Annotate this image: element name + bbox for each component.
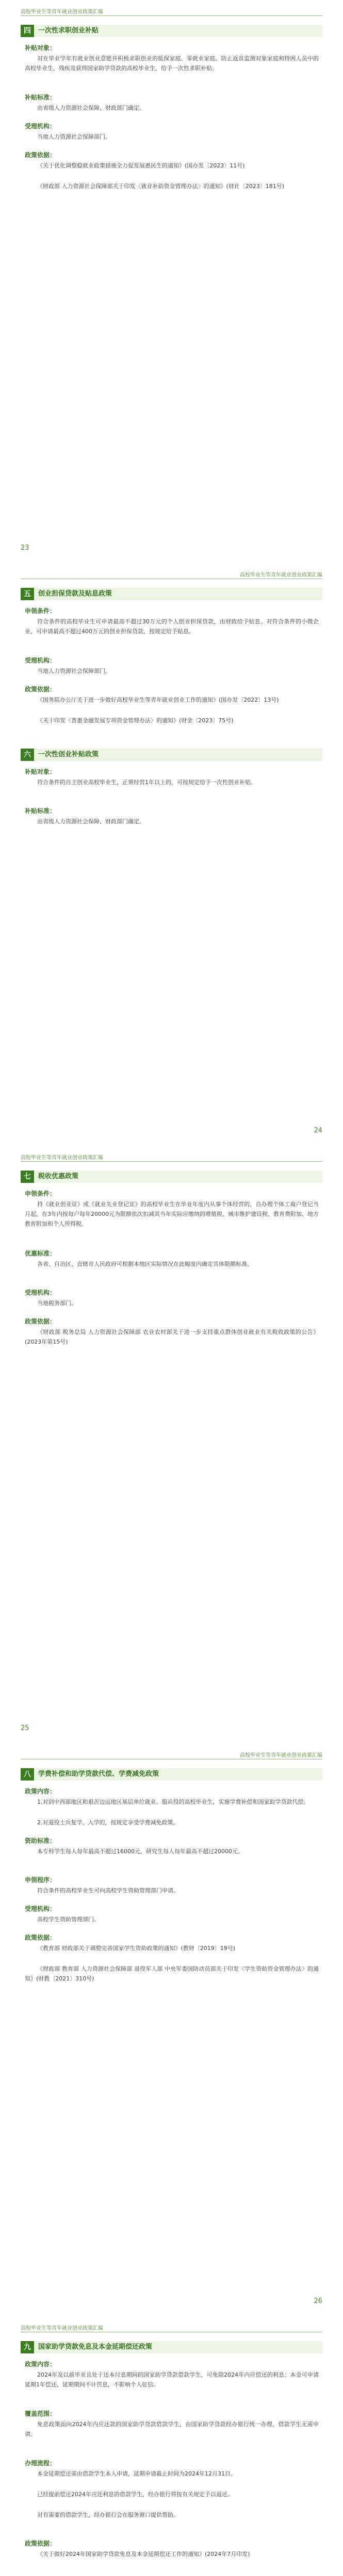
label: 政策依据： bbox=[25, 2540, 56, 2547]
section-number: 七 bbox=[21, 1171, 34, 1183]
section-title: 创业担保贷款及贴息政策 bbox=[38, 590, 112, 598]
label: 资助标准： bbox=[25, 1837, 56, 1844]
label: 补贴标准： bbox=[25, 94, 56, 101]
section-number: 六 bbox=[21, 749, 34, 761]
section-9-heading bbox=[21, 2341, 322, 2353]
policy-item: 1.对到中西部地区和艰苦边远地区基层单位就业、服兵役的高校毕业生，实施学费补偿和国家助学贷款代偿。 bbox=[37, 1799, 309, 1805]
paragraph: 符合条件的自主创业高校毕业生，正常经营1年以上的，可按规定给予一次性创业补贴。 bbox=[37, 779, 256, 786]
section-number: 九 bbox=[21, 2341, 34, 2353]
label: 政策内容： bbox=[25, 1788, 56, 1795]
label: 申领条件： bbox=[25, 1190, 56, 1197]
paragraph: 由省级人力资源社会保障、财政部门确定。 bbox=[37, 105, 145, 111]
paragraph: 当地人力资源社会保障部门。 bbox=[37, 133, 111, 140]
section-title: 税收优惠政策 bbox=[38, 1173, 79, 1180]
apply-item: 本金延期偿还需由借款学生本人申请，延期申请截止时间为2024年12月31日。 bbox=[37, 2470, 236, 2477]
section-8-heading bbox=[21, 1768, 322, 1781]
page-5 bbox=[0, 2316, 343, 2576]
page-number: 23 bbox=[21, 544, 29, 552]
paragraph: 符合条件的高校毕业生可向高校学生资助管理部门申请。 bbox=[37, 1887, 179, 1894]
running-header: 高校毕业生等青年就业创业政策汇编 bbox=[240, 572, 322, 578]
section-7-heading bbox=[21, 1171, 322, 1183]
label: 政策依据： bbox=[25, 151, 56, 159]
running-header: 高校毕业生等青年就业创业政策汇编 bbox=[21, 9, 103, 15]
running-header: 高校毕业生等青年就业创业政策汇编 bbox=[21, 2326, 103, 2331]
page-2 bbox=[0, 563, 343, 1146]
label: 补贴对象： bbox=[25, 768, 56, 775]
basis-item: 《关于优化调整稳就业政策措施全力促发展惠民生的通知》(国办发〔2023〕11号) bbox=[37, 162, 245, 169]
label: 覆盖范围： bbox=[25, 2410, 56, 2417]
paragraph: 持《就业创业证》或《就业失业登记证》的高校毕业生在毕业年度内从事个体经营的，自办理个体工商户登记当月起，在3年内按每户每年20000元为限额依次扣减其当年实际应缴纳的增值税、城市维护建设税、教育费附加、地方教育附加和个人所得税。 bbox=[25, 1201, 319, 1227]
paragraph: 2024年及以前毕业且处于还本付息期间的国家助学贷款借款学生，可免除2024年内应偿还的利息；本金可申请延期1年偿还，延期期间不计罚息，不影响个人征信。 bbox=[25, 2371, 319, 2388]
running-header: 高校毕业生等青年就业创业政策汇编 bbox=[240, 1753, 322, 1758]
section-title: 一次性求职创业补贴 bbox=[38, 27, 99, 35]
section-number: 五 bbox=[21, 588, 34, 600]
paragraph: 免息政策面向2024年内应还款的国家助学贷款借款学生，由国家助学贷款经办银行统一办理，借款学生无需申请。 bbox=[25, 2421, 319, 2437]
basis-item: 《财政部 教育部 人力资源社会保障部 退役军人部 中央军委国防动员部关于印发〈学生资助资金管理办法〉的通知》(财教〔2021〕310号) bbox=[25, 1965, 319, 1982]
page-1 bbox=[0, 0, 343, 563]
apply-item: 已经提前偿还2024年应还利息的借款学生，经办银行将按有关规定予以退还。 bbox=[37, 2491, 233, 2498]
paragraph: 符合条件的高校毕业生可申请最高不超过30万元的个人创业担保贷款，由财政给予贴息。对符合条件的小微企业，可申请最高不超过400万元的创业担保贷款，按规定给予贴息。 bbox=[25, 618, 319, 635]
section-4-heading bbox=[21, 25, 322, 37]
page-3 bbox=[0, 1146, 343, 1743]
paragraph: 高校学生资助管理部门。 bbox=[37, 1916, 100, 1923]
section-5-heading bbox=[21, 588, 322, 600]
section-title: 一次性创业补贴政策 bbox=[38, 751, 99, 758]
page-number: 26 bbox=[314, 2297, 322, 2305]
basis-item: 《教育部 财政部关于调整完善国家学生资助政策的通知》(教财〔2019〕19号) bbox=[37, 1945, 236, 1952]
label: 政策依据： bbox=[25, 686, 56, 693]
label: 补贴标准： bbox=[25, 807, 56, 815]
label: 申领条件： bbox=[25, 607, 56, 615]
paragraph: 对在毕业学年有就业创业意愿并积极求职创业的低保家庭、零就业家庭、防止返贫监测对象家庭和特困人员中的高校毕业生，残疾及获得国家助学贷款的高校毕业生，给予一次性求职补贴。 bbox=[25, 55, 319, 72]
label: 受理机构： bbox=[25, 123, 56, 130]
paragraph: 当地税务部门。 bbox=[37, 1300, 77, 1307]
label: 受理机构： bbox=[25, 657, 56, 664]
section-title: 学费补偿和助学贷款代偿、学费减免政策 bbox=[38, 1770, 159, 1778]
page-number: 24 bbox=[314, 1127, 322, 1134]
basis-item: 《关于做好2024年国家助学贷款免息及本金延期偿还工作的通知》(2024年7月印发) bbox=[37, 2551, 250, 2557]
page-4 bbox=[0, 1743, 343, 2316]
running-header: 高校毕业生等青年就业创业政策汇编 bbox=[21, 1155, 103, 1161]
section-number: 八 bbox=[21, 1768, 34, 1781]
label: 政策依据： bbox=[25, 1934, 56, 1941]
section-6-heading bbox=[21, 749, 322, 761]
label: 受理机构： bbox=[25, 1905, 56, 1912]
label: 政策内容： bbox=[25, 2361, 56, 2368]
label: 办理流程： bbox=[25, 2460, 56, 2467]
header-rule bbox=[21, 15, 322, 16]
basis-item: 《国务院办公厅关于进一步做好高校毕业生等青年就业创业工作的通知》(国办发〔2022〕13号) bbox=[37, 697, 279, 703]
label: 政策依据： bbox=[25, 1318, 56, 1325]
label: 申领程序： bbox=[25, 1876, 56, 1884]
basis-item: 《财政部 税务总局 人力资源社会保障部 农业农村部关于进一步支持重点群体创业就业有关税收政策的公告》(2023年第15号) bbox=[25, 1329, 319, 1345]
label: 受理机构： bbox=[25, 1289, 56, 1296]
basis-item: 《财政部 人力资源社会保障部关于印发〈就业补助资金管理办法〉的通知》(财社〔2023〕181号) bbox=[37, 183, 285, 190]
header-rule bbox=[21, 1161, 322, 1162]
paragraph: 由省级人力资源社会保障、财政部门确定。 bbox=[37, 818, 145, 825]
paragraph: 各省、自治区、直辖市人民政府可根据本地区实际情况在此幅度内确定具体限额标准。 bbox=[37, 1261, 253, 1267]
paragraph: 本专科学生每人每年最高不超过16000元，研究生每人每年最高不超过20000元。 bbox=[37, 1848, 243, 1855]
label: 优惠标准： bbox=[25, 1250, 56, 1257]
paragraph: 当地人力资源社会保障部门。 bbox=[37, 668, 111, 674]
policy-item: 2.对退役士兵复学、入学的，按规定享受学费减免政策。 bbox=[37, 1819, 179, 1826]
label: 补贴对象： bbox=[25, 44, 56, 52]
basis-item: 《关于印发〈普惠金融发展专项资金管理办法〉的通知》(财金〔2023〕75号) bbox=[37, 717, 234, 724]
apply-item: 对有需要的借款学生，经办银行会在服务窗口提供帮助。 bbox=[37, 2512, 179, 2518]
section-number: 四 bbox=[21, 25, 34, 37]
page-number: 25 bbox=[21, 1724, 29, 1732]
section-title: 国家助学贷款免息及本金延期偿还政策 bbox=[38, 2343, 153, 2351]
